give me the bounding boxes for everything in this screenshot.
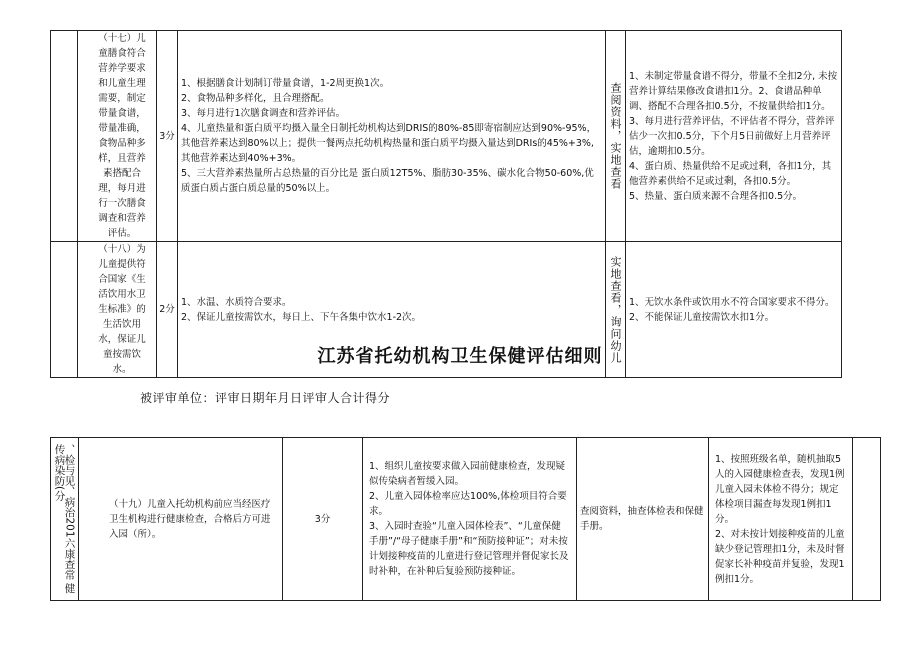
blank-cell (853, 438, 881, 601)
requirement-line: 3、入园时查验“儿童入园体检表”、“儿童保健手册”/“母子健康手册”和“预防接种证”；对未按计划接种疫苗的儿童进行登记管理并督促家长及时补种，在补种后复验预防接种证。 (369, 521, 569, 577)
requirement-line: 1、根据膳食计划制订带量食谱，1-2周更换1次。 (181, 78, 390, 89)
standard-line: 2、不能保证儿童按需饮水扣1分。 (629, 311, 775, 323)
requirement-line: 1、水温、水质符合要求。 (181, 296, 292, 308)
requirement-line: 2、保证儿童按需饮水，每日上、下午各集中饮水1-2次。 (181, 311, 422, 323)
page-title: 江苏省托幼机构卫生保健评估细则 (317, 346, 603, 367)
method-cell: 查阅资料，抽查体检表和保健手册。 (577, 438, 709, 601)
requirement-line: 5、三大营养素热量所占总热量的百分比是 蛋白质12T5%、脂肪30-35%、碳水化合物50-60%,优质蛋白质占蛋白质总量的50%以上。 (181, 168, 594, 194)
requirement-line: 3、每月进行1次膳食调查和营养评估。 (181, 108, 346, 119)
standard-line: 4、蛋白质、热量供给不足或过剩，各扣1分，其他营养素供给不足或过剩，各扣0.5分。 (629, 160, 832, 187)
category-label: 、检与见、病治201六康查常 健传病染防(分 (53, 444, 76, 594)
requirement-line: 2、儿童入园体检率应达100%,体检项目符合要求。 (369, 491, 567, 517)
blank-cell (51, 31, 78, 242)
standard-line: 2、对未按计划接种疫苗的儿童缺少登记管理扣1分，未及时督促家长补种疫苗并复验，发现1例扣1分。 (715, 528, 845, 585)
standard-line: 1、未制定带量食谱不得分，带量不全扣2分, 未按营养计算结果修改食谱扣1分。2、食谱品种单调、搭配不合理各扣0.5分，不按量供给扣1分。 (629, 70, 838, 112)
requirement-line: 4、儿童热量和蛋白质平均摄入量全日制托幼机构达到DRIS的80%-85即寄宿制应达到90%-95%，其他营养素达到80%以上；提供一餐两点托幼机构热量和蛋白质平均摄入量达到DRIs的45%+3%,其他营养素达到40%+3%。 (181, 123, 597, 164)
standards-cell (626, 31, 842, 242)
category-cell (51, 438, 79, 601)
method-cell: 实地查看，询问幼儿 (606, 242, 626, 378)
standard-line: 1、无饮水条件或饮用水不符合国家要求不得分。 (629, 296, 835, 308)
requirement-line: 1、组织儿童按要求做入园前健康检查，发现疑似传染病者暂缓入园。 (369, 461, 566, 487)
evaluation-table-bottom (50, 437, 881, 601)
standards-cell (709, 438, 853, 601)
standard-line: 1、按照班级名单，随机抽取5人的入园健康检查表，发现1例儿童入园未体检不得分；规定体检项目漏查每发现1例扣1分。 (715, 453, 845, 525)
table-row (51, 31, 842, 242)
standard-line: 5、热量、蛋白质来源不合理各扣0.5分。 (629, 190, 803, 202)
score-cell: 3分 (283, 438, 363, 601)
evaluation-table-top (50, 30, 842, 378)
requirements-cell (178, 31, 606, 242)
table-row (51, 438, 881, 601)
requirements-cell (363, 438, 577, 601)
score-cell: 3分 (157, 31, 178, 242)
indicator-cell: （十九）儿童入托幼机构前应当经医疗卫生机构进行健康检查，合格后方可进入园（所）。 (79, 438, 283, 601)
indicator-cell: （十七）儿童膳食符合营养学要求和儿童生理需要，制定带量食谱，带量准确，食物品种多样，且营养素搭配合理，每月进行一次膳食调查和营养评估。 (78, 31, 157, 242)
requirement-line: 2、食物品种多样化，且合理搭配。 (181, 93, 330, 104)
method-cell: 查阅资料，实地查看 (606, 31, 626, 242)
standard-line: 3、每月进行营养评估，不评估者不得分，营养评估少一次扣0.5分，下个月5日前做好上月营养评估，逾期扣0.5分。 (629, 115, 835, 157)
indicator-cell: （十八）为儿童提供符合国家《生活饮用水卫生标准》的生活饮用水，保证儿童按需饮水。 (78, 242, 157, 378)
evaluation-info-line: 被评审单位：评审日期年月日评审人合计得分 (140, 391, 391, 405)
score-cell: 2分 (157, 242, 178, 378)
